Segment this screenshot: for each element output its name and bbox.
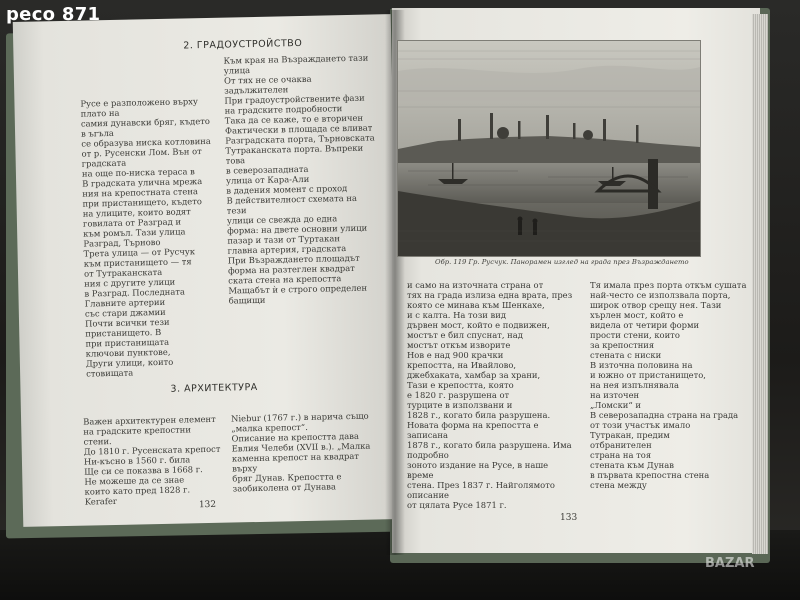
text-line: отбранителен: [590, 440, 652, 450]
text-line: които като пред 1828 г. Kerafer: [84, 484, 191, 507]
text-line: към пристанището — тя: [83, 256, 192, 269]
seller-watermark: peco 871: [6, 4, 101, 25]
illustration-caption: Обр. 119 Гр. Русчук. Панорамен изглед на града през Възраждането: [435, 258, 689, 266]
text-line: хърлен мост, който е: [590, 310, 684, 320]
text-line: в Разград. Последната: [84, 286, 186, 299]
text-line: Описание на крепостта дава Евлия Челеби (XVII в.). „Малка каменна крепост на квадрат върху: [231, 430, 371, 474]
text-line: турците в използвани и: [407, 400, 513, 410]
right-column-text-b: [590, 280, 750, 490]
text-line: бащищи: [228, 294, 266, 306]
right-column-text-a: [407, 280, 575, 510]
engraving-illustration: [397, 40, 701, 257]
text-line: при пристанището, където: [82, 196, 202, 209]
text-line: прости стени, които: [590, 330, 680, 340]
text-line: стена. През 1837 г. Найголямото описание: [407, 480, 555, 500]
text-line: от Тутраканската: [83, 266, 163, 279]
text-line: ключови пунктове,: [85, 346, 171, 359]
text-line: ния с другите улици: [84, 276, 176, 289]
text-line: улица от Кара-Али: [226, 173, 310, 186]
text-line: форма на разтеглен квадрат: [227, 262, 355, 276]
text-line: към ромъл. Тази улица: [83, 226, 186, 239]
text-line: Към края на Възраждането тази улица: [223, 52, 369, 76]
architecture-text-b: [231, 410, 383, 493]
text-line: на още по-ниска тераса в: [81, 166, 195, 179]
text-line: и с калта. На този вид: [407, 310, 506, 320]
text-line: мостът е бил спуснат, над: [407, 330, 523, 340]
text-line: за крепостния: [590, 340, 655, 350]
text-line: 1828 г., когато била разрушена.: [407, 410, 551, 420]
text-line: най-често се използвала порта,: [590, 290, 731, 300]
text-line: В северозападна страна на града: [590, 410, 739, 420]
text-line: видела от четири форми: [590, 320, 700, 330]
text-line: на градските подробности: [224, 103, 343, 116]
text-line: и само на източната страна от: [407, 280, 544, 290]
text-line: пазар и тази от Туртакан: [227, 233, 340, 246]
text-line: Разград, Търново: [83, 236, 161, 249]
left-column-text-a: [80, 96, 216, 379]
text-line: Трета улица — от Русчук: [83, 246, 196, 259]
text-line: Ще си се показва в 1668 г.: [84, 464, 203, 477]
text-line: при пристанищата: [85, 336, 170, 349]
text-line: тях на града излиза една врата, през: [407, 290, 573, 300]
text-line: стовищата: [86, 367, 134, 379]
text-line: В градската улична мрежа: [82, 176, 203, 189]
section-heading-urban: 2. ГРАДОУСТРОЙСТВО: [183, 37, 303, 52]
text-line: Разградската порта, Търновската: [225, 132, 375, 146]
text-line: която се минава към Шенкахе,: [407, 300, 545, 310]
text-line: Ни-късно в 1560 г. била: [83, 454, 191, 467]
text-line: Русе е разположено върху плато на: [80, 96, 198, 119]
text-line: в северозападната: [225, 163, 309, 176]
text-line: стената с ниски: [590, 350, 662, 360]
text-line: бряг Дунав. Крепостта е заобиколена от Дунава: [232, 471, 342, 494]
text-line: на източен: [590, 390, 640, 400]
text-line: говилата от Разград и: [82, 216, 182, 229]
text-line: Мащабът ѝ е строго определен: [228, 282, 368, 296]
text-line: ската стена на крепостта: [228, 273, 342, 286]
text-line: и южно от пристанището,: [590, 370, 706, 380]
text-line: мостът откъм изворите: [407, 340, 511, 350]
text-line: При градоустройствените фази: [224, 92, 365, 106]
text-line: главна артерия, градската: [227, 243, 347, 256]
left-page: [13, 14, 401, 527]
text-line: от р. Русенски Лом. Вън от градската: [81, 146, 202, 169]
text-line: в дадения момент с проход: [226, 183, 348, 196]
left-column-text-b: [224, 52, 379, 305]
architecture-text-a: [83, 414, 223, 507]
text-line: от този участък имало: [590, 420, 691, 430]
text-line: Така да се каже, то е вторичен: [224, 112, 364, 126]
text-line: Не можеше да се знае: [84, 474, 185, 487]
text-line: Важен архитектурен елемент: [83, 413, 216, 427]
text-line: пристанището. В: [85, 326, 162, 339]
page-number-left: 132: [198, 499, 217, 511]
page-edges: [752, 14, 768, 554]
text-line: на улиците, които водят: [82, 206, 191, 219]
text-line: Niebur (1767 г.) в нарича също „малка крепост“.: [231, 410, 369, 434]
page-number-right: 133: [560, 513, 578, 523]
ruse-panorama-engraving: [398, 41, 700, 256]
text-line: със стари джамии: [84, 306, 166, 319]
site-watermark: BAZAR: [705, 556, 755, 571]
text-line: До 1810 г. Русенската крепост: [83, 443, 221, 457]
text-line: страна на тоя: [590, 450, 652, 460]
text-line: Други улици, които: [85, 356, 174, 369]
text-line: зоното издание на Русе, в наше време: [407, 460, 549, 480]
text-line: В действителност схемата на тези: [226, 192, 358, 216]
text-line: В източна половина на: [590, 360, 693, 370]
text-line: Почти всички тези: [84, 316, 170, 329]
text-line: стената към Дунав: [590, 460, 674, 470]
text-line: Тутраканската порта. Въпреки това: [225, 142, 364, 166]
text-line: крепостта, на Ивайлово,: [407, 360, 517, 370]
text-line: е 1820 г. разрушена от: [407, 390, 510, 400]
text-line: дървен мост, който е подвижен,: [407, 320, 550, 330]
section-heading-architecture: 3. АРХИТЕКТУРА: [170, 381, 258, 395]
text-line: се образува ниска котловина: [81, 135, 211, 149]
text-line: Тя имала през порта откъм сушата: [590, 280, 747, 290]
text-line: Новата форма на крепостта е записана: [407, 420, 539, 440]
text-line: Тутракан, предим: [590, 430, 670, 440]
text-line: Нов е над 900 крачки: [407, 350, 504, 360]
text-line: на градските крепостни стени.: [83, 424, 191, 447]
text-line: Тази е крепостта, която: [407, 380, 514, 390]
text-line: улици се свежда до една: [226, 213, 338, 226]
text-line: форма: на двете основни улици: [227, 222, 368, 236]
text-line: ния на крепостната стена: [82, 186, 199, 199]
text-line: самия дунавски бряг, където в ъгъла: [80, 115, 211, 139]
text-line: в първата крепостна стена: [590, 470, 710, 480]
text-line: „Ломски“ и: [590, 400, 641, 410]
text-line: широк отвор срещу нея. Тази: [590, 300, 722, 310]
text-line: Фактически в площада се вливат: [224, 122, 373, 136]
text-line: Главните артерии: [84, 296, 166, 309]
text-line: 1878 г., когато била разрушена. Има подробно: [407, 440, 572, 460]
text-line: стена между: [590, 480, 647, 490]
text-line: от цялата Русе 1871 г.: [407, 500, 507, 510]
text-line: При Възраждането площадът: [227, 252, 360, 266]
text-line: на нея изпълнявала: [590, 380, 679, 390]
text-line: джебхаката, хамбар за храни,: [407, 370, 541, 380]
text-line: От тях не се очаква задължителен: [223, 73, 312, 96]
